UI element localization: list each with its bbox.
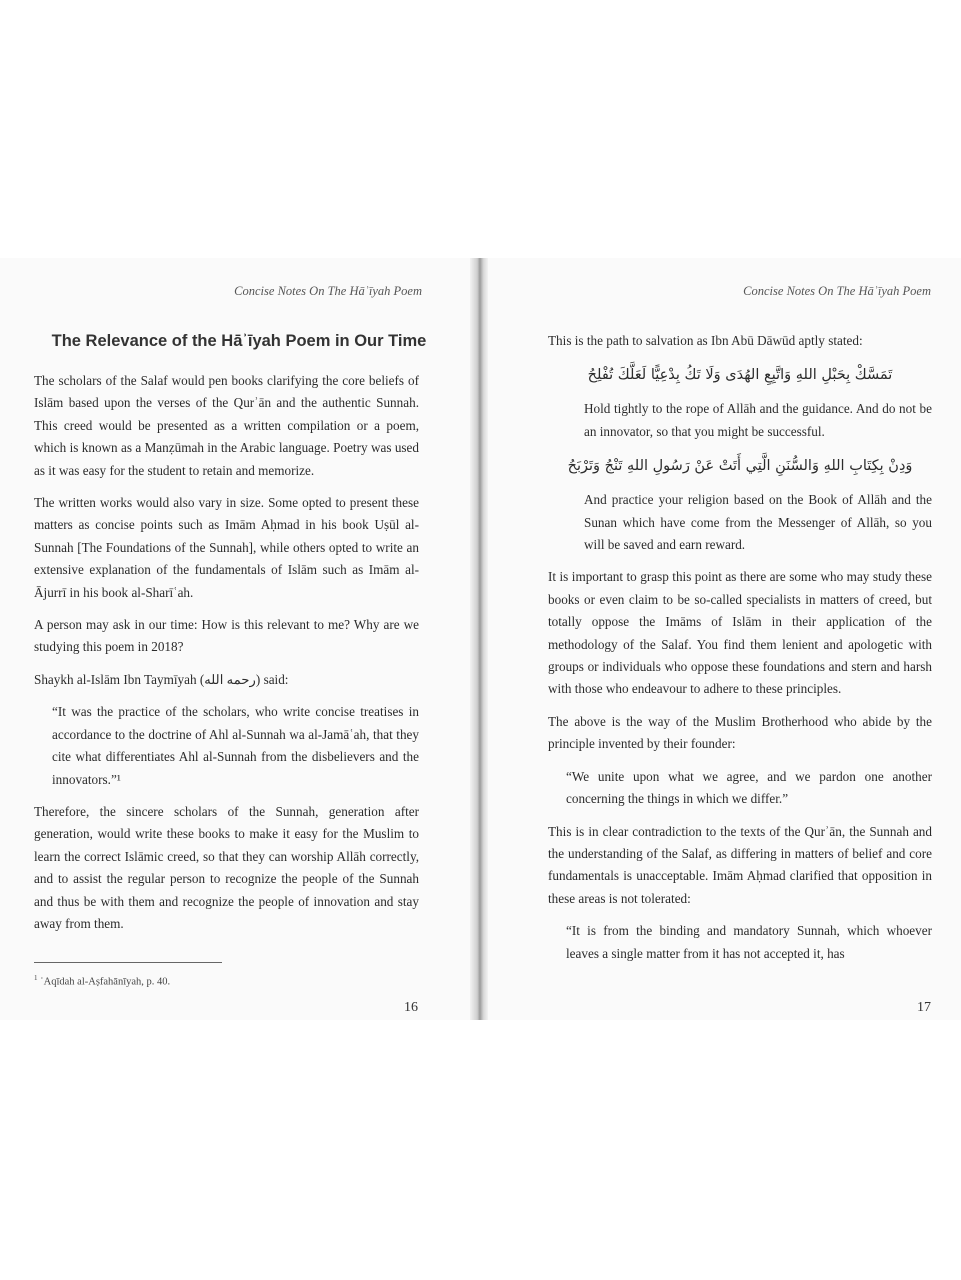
block-quote: “It was the practice of the scholars, who write concise treatises in accordance to the doctrine of Ahl al-Sunnah wa al-Jamāʿah, that they cite what differentiates Ahl al-Sunnah from the disbelievers and the innovators.”¹ [52, 704, 419, 787]
page-number: 16 [404, 1000, 418, 1015]
arabic-verse: وَدِنْ بِكِتَابِ اللهِ وَالسُّنَنِ الَّتِي أَتَتْ عَنْ رَسُولِ اللهِ تَنْجُ وَتَرْبَحُ [567, 458, 913, 475]
paragraph: The above is the way of the Muslim Brotherhood who abide by the principle invented by their founder: [548, 713, 932, 752]
paragraph: A person may ask in our time: How is this relevant to me? Why are we studying this poem in 2018? [34, 617, 419, 655]
paragraph: Therefore, the sincere scholars of the Sunnah, generation after generation, would write these books to make it easy for the Muslim to learn the correct Islāmic creed, so that they can worship Allāh correctly, and to assist the regular person to recognize the people of the Sunnah and thus be with them and recognize the people of innovation and stay away from them. [34, 803, 419, 931]
paragraph: The scholars of the Salaf would pen books clarifying the core beliefs of Islām based upon the verses of the Qurʾān and the authentic Sunnah. This creed would be presented as a written compilation or a poem, which is known as a Manẓūmah in the Arabic language. Poetry was used as it was easy for the student to retain and memorize. [34, 373, 419, 478]
left-page [0, 258, 478, 1020]
verse-translation: And practice your religion based on the Book of Allāh and the Sunan which have come from the Messenger of Allāh, so you will be saved and earn reward. [584, 492, 932, 553]
footnote-text: ʿAqīdah al-Aṣfahānīyah, p. 40. [40, 976, 171, 988]
verse-translation: Hold tightly to the rope of Allāh and the guidance. And do not be an innovator, so that you might be successful. [584, 401, 932, 439]
book-spine [470, 258, 488, 1020]
arabic-verse: تَمَسَّكْ بِحَبْلِ اللهِ وَاتَّبِعِ الهُدَى وَلَا تَكُ بِدْعِيًّا لَعَلَّكَ تُفْلِحُ [587, 367, 893, 384]
footnote [34, 974, 170, 988]
running-head: Concise Notes On The Hāʾīyah Poem [234, 284, 422, 298]
block-quote: “We unite upon what we agree, and we pardon one another concerning the things in which we differ.” [566, 768, 932, 807]
right-page [478, 258, 961, 1020]
running-head: Concise Notes On The Hāʾīyah Poem [743, 284, 931, 298]
footnote-divider [34, 962, 222, 963]
paragraph: The written works would also vary in size. Some opted to present these matters as concise points such as Imām Aḥmad in his book Uṣūl al-Sunnah [The Foundations of the Sunnah], while others opted to write an extensive explanation of the fundamentals of Islām such as Imām al-Ājurrī in his book al-Sharīʿah. [34, 495, 419, 600]
paragraph: This is in clear contradiction to the texts of the Qurʾān, the Sunnah and the understanding of the Salaf, as differing in matters of belief and core fundamentals is unacceptable. Imām Aḥmad clarified that opposition in these areas is not tolerated: [548, 823, 932, 906]
page-number: 17 [917, 1000, 931, 1015]
left-body-text [34, 370, 419, 945]
paragraph: This is the path to salvation as Ibn Abū Dāwūd aptly stated: [548, 333, 863, 348]
right-body-text [548, 330, 932, 975]
paragraph: It is important to grasp this point as there are some who may study these books or even claim to be so-called specialists in matters of creed, but totally oppose the Imāms of Islām in their application of the methodology of the Salaf. You find them lenient and apologetic with groups or individuals who oppose these foundations and stern and harsh with those who endeavour to adhere to these principles. [548, 569, 932, 697]
chapter-title: The Relevance of the Hāʾīyah Poem in Our Time [51, 332, 427, 350]
footnote-marker: 1 [34, 974, 38, 982]
paragraph: Shaykh al-Islām Ibn Taymīyah (رحمه الله) said: [34, 671, 289, 687]
block-quote: “It is from the binding and mandatory Sunnah, which whoever leaves a single matter from it has not accepted it, has [566, 923, 932, 961]
